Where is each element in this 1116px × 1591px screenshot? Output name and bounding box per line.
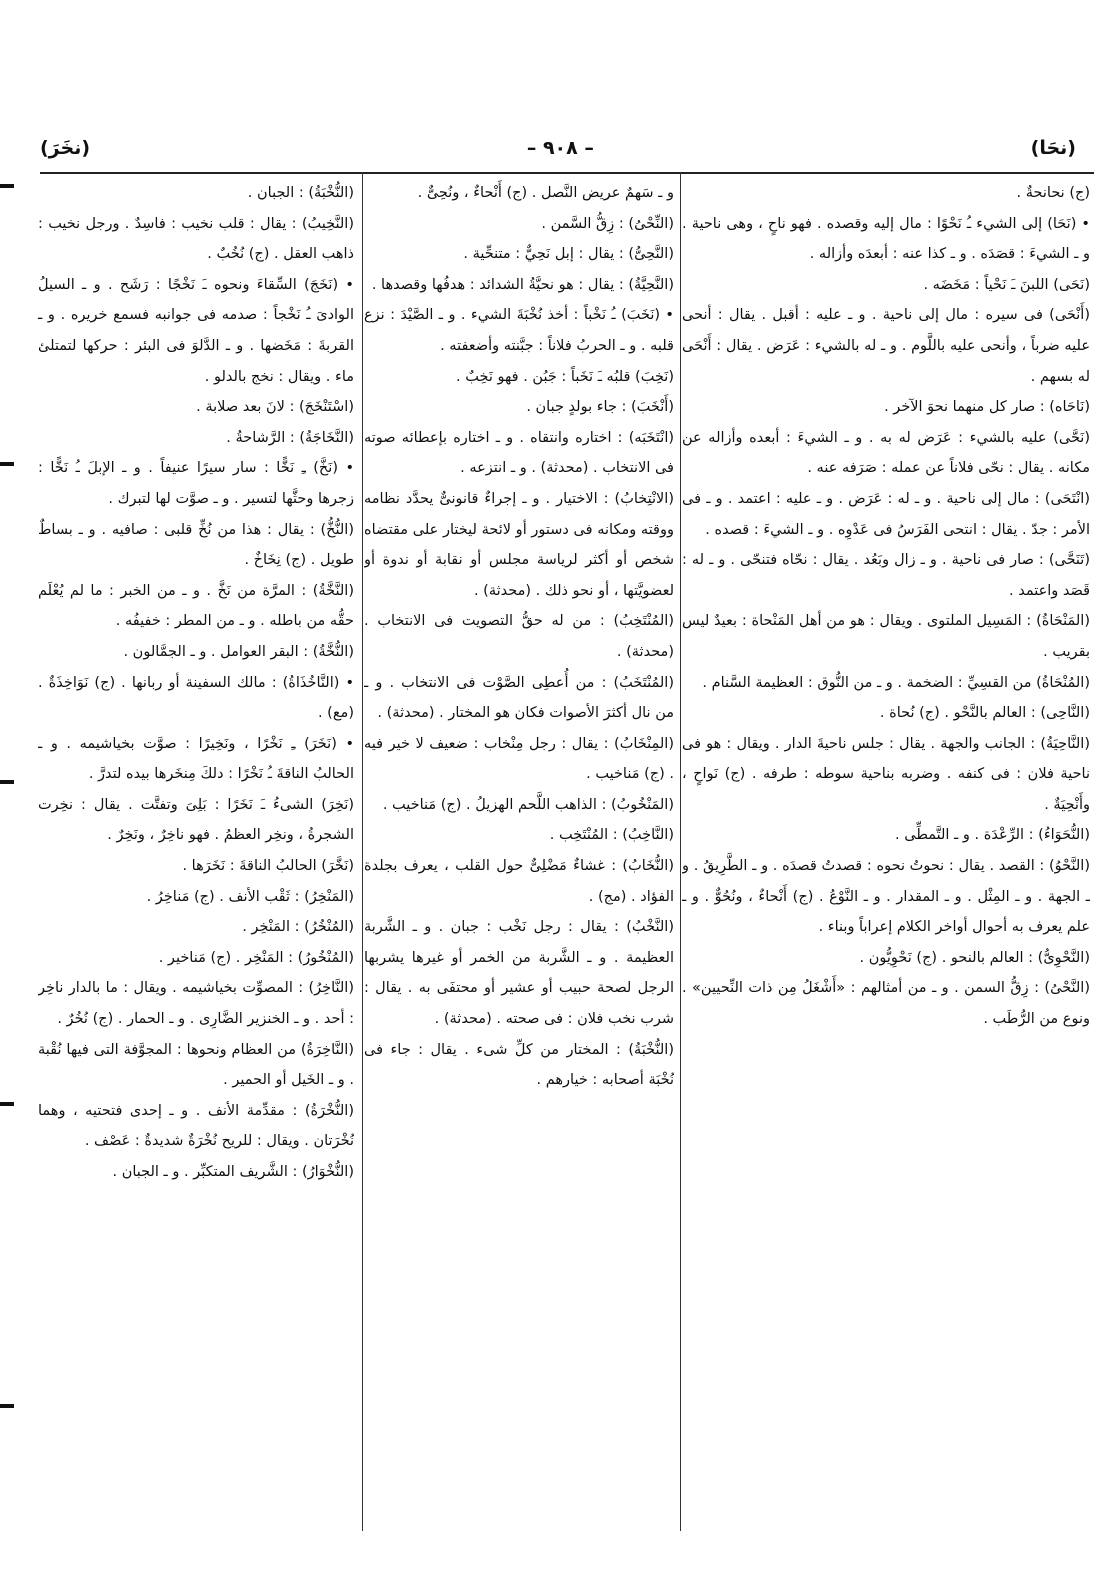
dictionary-entry: (المُنْتَخِبُ) : من له حقُّ التصويت فى الانتخاب . (محدثة) . bbox=[364, 613, 674, 660]
dictionary-entry: (النُّحَوَاءُ) : الرِّعْدَة . و ـ التَّمطِّى . bbox=[895, 827, 1090, 844]
dictionary-entry: (النَّحِيَّةُ) : يقال : هو نحيَّةُ الشدائد : هدفُها وقصدها . bbox=[371, 276, 674, 293]
dictionary-entry: • (نَخَّ) ـِ نَخًّا : سار سيرًا عنيفاً . و ـ الإبلَ ـُ نَخًّا : زجرها وحثَّها لتسير . و ـ صوَّت لها لتبرك . bbox=[38, 460, 354, 507]
dictionary-entry: (المُنْتَخَبُ) : من أُعطِى الصَّوْت فى الانتخاب . و ـ من نال أكثرَ الأصوات فكان هو المختار . (محدثة) . bbox=[364, 674, 674, 722]
dictionary-entry: (النَّاحِى) : العالم بالنَّحْو . (ج) نُحاة . bbox=[879, 705, 1090, 722]
dictionary-entry: (النُّخَابُ) : غشاءٌ مَضْلِىٌّ حول القلب ، يعرف بجلدة الفؤاد . (مج) . bbox=[364, 858, 674, 905]
dictionary-entry: (نَحَى) اللبنَ ـَ نَحْياً : مَخَضَه . bbox=[923, 276, 1090, 293]
dictionary-entry: (النُّخْبَةُ) : المختار من كلِّ شىء . يقال : جاء فى نُخْبَة أصحابه : خيارهم . bbox=[364, 1041, 674, 1089]
column-middle bbox=[364, 178, 674, 1531]
dictionary-entry: (النَّخْبُ) : يقال : رجل نَخْب : جبان . و ـ الشَّربة العظيمة . و ـ الشَّربة من الخمر أو غيرها يشربها الرجل لصحة حبيب أو عشير أو محتفَى به . يقال : شرب نخب فلان : فى صحته . (محدثة) . bbox=[364, 919, 674, 1028]
dictionary-entry: (المَنْخُوبُ) : الذاهب اللَّحم الهزيلُ . (ج) مَناخيب . bbox=[382, 796, 674, 813]
dictionary-entry: (نَخَّرَ) الحالبُ الناقةَ : نَخَرَها . bbox=[182, 858, 354, 875]
dictionary-entry: • (نَخَجَ) السِّقاءَ ونحوه ـَ نَخْجًا : رَشَح . و ـ السيلُ الوادىَ ـُ نَخْجاً : صدمه فى جوانبه فسمع خريره . و ـ القربةَ : مَخَضها . و ـ الدَّلوَ فى البئر : حركها لتمتلئ ماء . ويقال : نخج بالدلو . bbox=[38, 276, 354, 385]
dictionary-entry: (انْتَحَى) : مال إلى ناحية . و ـ له : عَرَض . و ـ عليه : اعتمد . و ـ فى الأمر : جدّ . يقال : انتحى الفَرَسُ فى عَدْوِه . و ـ الشيءَ : قصده . bbox=[682, 490, 1090, 538]
dictionary-entry: (الانْتِخابُ) : الاختيار . و ـ إجراءٌ قانونىٌّ يحدَّد نظامه ووقته ومكانه فى دستور أو لائحة ليختار على مقتضاه شخص أو أكثر لرياسة مجلس أو نقابة أو ندوة أو لعضويَّتها ، أو نحو ذلك . (محدثة) . bbox=[364, 490, 674, 599]
dictionary-entry: (تَنَحَّى) : صار فى ناحية . و ـ زال وبَعُد . يقال : نحّاه فتنحّى . و ـ له : قَصَد واعتمد . bbox=[682, 552, 1090, 599]
dictionary-entry: (النَّاحِيَةُ) : الجانب والجهة . يقال : جلس ناحيةَ الدار . ويقال : هو فى ناحية فلان : فى كنفه . وضربه بناحية سوطه : طرفه . (ج) نَواحٍ ، وأَنْحِيَةٌ . bbox=[682, 735, 1090, 813]
dictionary-entry: (النُّخْبَةُ) : الجبان . bbox=[247, 185, 354, 201]
dictionary-entry: (النُّخَّةُ) : البقر العوامل . و ـ الجمَّالون . bbox=[123, 643, 354, 660]
dictionary-entry: (النَّخَاجَةُ) : الرَّشاحةُ . bbox=[226, 429, 354, 446]
dictionary-entry: (المُنْخُرُ) : المَنْخِر . bbox=[242, 919, 354, 936]
dictionary-entry: (المِنْخَابُ) : يقال : رجل مِنْخاب : ضعيف لا خير فيه . (ج) مَناخيب . bbox=[364, 735, 674, 783]
dictionary-entry: (نَاحَاه) : صار كل منهما نحوَ الآخر . bbox=[884, 399, 1090, 416]
dictionary-entry: (النِّحْىُ) : زِقُّ السَّمن . bbox=[541, 215, 674, 232]
dictionary-entry: (أَنْحَى) فى سيره : مال إلى ناحية . و ـ عليه : أقبل . يقال : أنحى عليه ضرباً ، وأنحى عليه باللَّوم . و ـ له بالشيء : عَرَض . يقال : أَنْحَى له بسهم . bbox=[682, 307, 1090, 385]
dictionary-entry: (النُّخُّ) : يقال : هذا من نُخِّ قلبى : صافيه . و ـ بساطٌ طويل . (ج) نِخَاخٌ . bbox=[38, 521, 354, 569]
dictionary-entry: (النَّخِيبُ) : يقال : قلب نخيب : فاسِدٌ . ورجل نخيب : ذاهب العقل . (ج) نُخُبٌ . bbox=[38, 215, 354, 263]
dictionary-entry: (النَّاخِرَةُ) من العظام ونحوها : المجوَّفة التى فيها نُقْبة . و ـ الخَيل أو الحمير . bbox=[38, 1041, 354, 1089]
column-divider bbox=[362, 172, 363, 1531]
dictionary-entry: • (نَخَرَ) ـِ نَخْرًا ، ونَخِيرًا : صوَّت بخياشيمه . و ـ الحالبُ الناقةَ ـُ نَخْرًا : دلكَ مِنخَرها بيده لتدرَّ . bbox=[38, 735, 354, 783]
dictionary-entry: • (النَّاخُذَاةُ) : مالك السفينة أو ربانها . (ج) نَوَاخِذَةٌ . (مع) . bbox=[38, 674, 354, 722]
dictionary-entry: (النَّحْوُ) : القصد . يقال : نحوتُ نحوه : قصدتُ قصدَه . و ـ الطَّرِيقُ . و ـ الجهة . و ـ المِثْل . و ـ المقدار . و ـ النَّوْعُ . (ج) أَنْحاءٌ ، ونُحُوٌّ . و ـ علم يعرف به أحوال أواخر الكلام إعراباً وبناء . bbox=[682, 858, 1090, 936]
column-divider bbox=[680, 172, 681, 1531]
dictionary-entry: (أَنْخَبَ) : جاء بولدٍ جبان . bbox=[526, 399, 674, 416]
dictionary-entry: • (نَخَبَ) ـُ نَخْباً : أخذ نُخْبَةَ الشيء . و ـ الصَّيْدَ : نزع قلبه . و ـ الحربُ فلاناً : جبَّنته وأضعفته . bbox=[364, 307, 674, 354]
dictionary-entry: (ج) نحانحةٌ . bbox=[1016, 185, 1090, 201]
dictionary-entry: (النَّحِىُّ) : يقال : إبل نَحِيٌّ : متنحِّية . bbox=[463, 246, 674, 263]
dictionary-entry: • (نَحَا) إلى الشيء ـُ نَحْوًا : مال إليه وقصده . فهو ناحٍ ، وهى ناحية . و ـ الشيءَ : قصَدَه . و ـ كذا عنه : أبعدَه وأزاله . bbox=[682, 215, 1090, 263]
dictionary-entry: (نَخِبَ) قلبُه ـَ نَخَباً : جَبُن . فهو نَخِبٌ . bbox=[456, 368, 674, 385]
header-right-entry: (نحَا) bbox=[1030, 137, 1076, 159]
dictionary-entry: (النَّاخِبُ) : المُنْتَخِب . bbox=[549, 827, 674, 844]
column-right bbox=[682, 178, 1090, 1531]
dictionary-entry: (المُنْحَاةُ) من القسِيِّ : الضخمة . و ـ من النُّوق : العظيمة السَّنام . bbox=[702, 674, 1090, 691]
page-number: – ٩٠٨ – bbox=[526, 137, 594, 159]
dictionary-entry: (النَّخَّةُ) : المرَّة من نَخَّ . و ـ من الخبر : ما لم يُعْلَم حقُّه من باطله . و ـ من المطر : خفيفُه . bbox=[38, 582, 354, 630]
dictionary-entry: (النَّحْىُ) : زِقُّ السمن . و ـ من أمثالهم : «أَشْغَلُ مِن ذات النِّحيين» . ونوع من الرُّطَب . bbox=[682, 980, 1090, 1028]
dictionary-entry: (اسْتَنْخَجَ) : لانَ بعد صلابة . bbox=[196, 399, 354, 416]
binding-mark bbox=[0, 462, 14, 466]
dictionary-entry: و ـ سَهمٌ عريض النَّصل . (ج) أَنْحاءٌ ، ونُحِىٌّ . bbox=[417, 185, 674, 201]
dictionary-entry: (انْتَخَبَه) : اختاره وانتقاه . و ـ اختاره بإعطائه صوته فى الانتخاب . (محدثة) . و ـ انتزعه . bbox=[364, 429, 674, 477]
page-header bbox=[40, 128, 1076, 168]
dictionary-entry: (نَخِرَ) الشىءُ ـَ نَخَرًا : بَلِىَ وتفتَّت . يقال : نخِرت الشجرةُ ، ونخِر العظمُ . فهو ناخِرٌ ، ونَخِرٌ . bbox=[38, 796, 354, 844]
dictionary-entry: (النَّاخِرُ) : المصوِّت بخياشيمه . ويقال : ما بالدار ناخِر : أحد . و ـ الخنزير الضَّارِى . و ـ الحمار . (ج) نُخُرٌ . bbox=[38, 980, 354, 1028]
binding-mark bbox=[0, 1102, 14, 1106]
dictionary-entry: (المَنْحَاةُ) : المَسِيل الملتوى . ويقال : هو من أهل المَنْحاة : بعيدٌ ليس بقريب . bbox=[682, 613, 1090, 660]
header-left-entry: (نخَرَ) bbox=[40, 137, 91, 159]
dictionary-entry: (نَحَّى) عليه بالشيء : عَرَض له به . و ـ الشيءَ : أبعده وأزاله عن مكانه . يقال : نحّى فلاناً عن عمله : صَرَفه عنه . bbox=[682, 429, 1090, 477]
dictionary-entry: (المَنْخِرُ) : ثَقْب الأنف . (ج) مَناخِرُ . bbox=[146, 888, 354, 905]
binding-mark bbox=[0, 1404, 14, 1408]
dictionary-entry: (المُنْخُورُ) : المَنْخِر . (ج) مَناخير . bbox=[158, 949, 354, 966]
dictionary-entry: (النُّخْرَةُ) : مقدِّمة الأنف . و ـ إحدى فتحتيه ، وهما نُخْرَتان . ويقال : للريح نُخْرَةٌ شديدةٌ : عَصْف . bbox=[38, 1102, 354, 1150]
binding-mark bbox=[0, 780, 14, 784]
header-rule bbox=[40, 172, 1094, 174]
column-left bbox=[38, 178, 354, 1531]
binding-mark bbox=[0, 184, 14, 188]
dictionary-entry: (النُّخْوَارُ) : الشَّريف المتكبِّر . و ـ الجبان . bbox=[112, 1164, 354, 1180]
dictionary-entry: (النَّحْوِىُّ) : العالم بالنحو . (ج) نَحْوِيُّون . bbox=[859, 949, 1090, 966]
